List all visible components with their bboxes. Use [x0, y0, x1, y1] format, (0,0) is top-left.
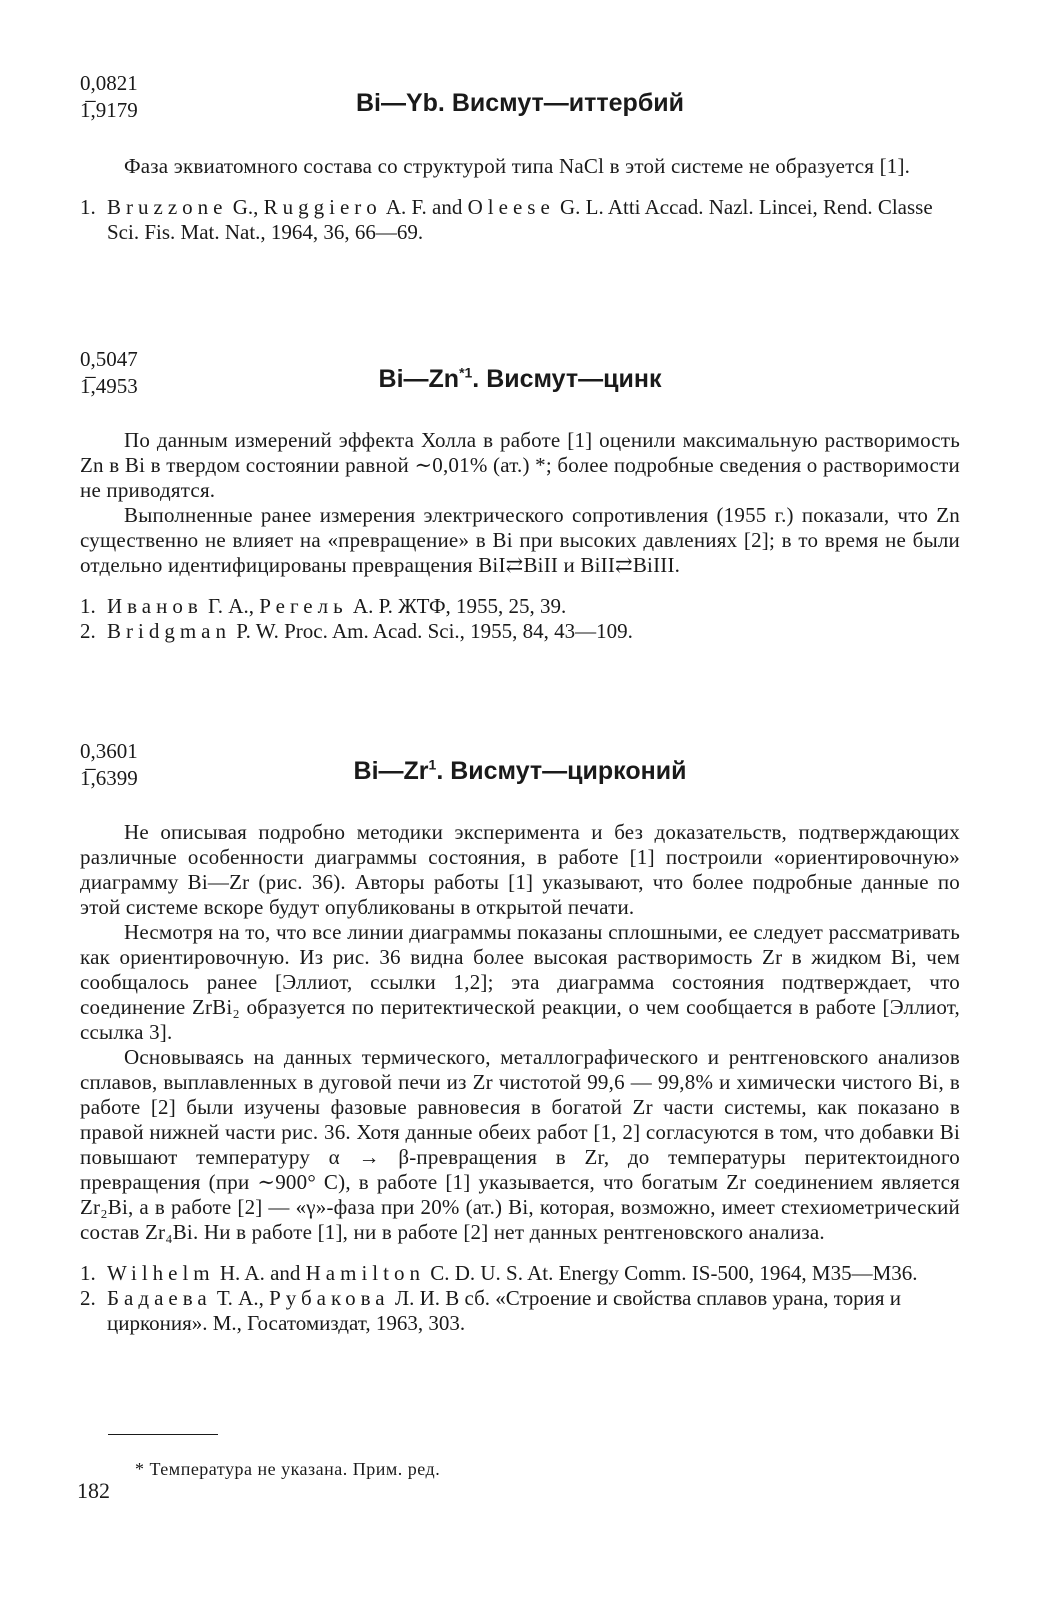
- paragraph: Не описывая подробно методики эксперимента и без доказательств, подтверждающих различные особенности диаграммы состояния, в работе [1] построили «ориентировочную» диаграмму Bi—Zr (рис. 36). Авторы работы [1] указывают, что более подробные данные по этой системе вскоре будут опубликованы в открытой печати.: [80, 820, 960, 919]
- section-header: [80, 738, 960, 808]
- section-title: [80, 364, 960, 394]
- reference-text: Т. А.,: [211, 1286, 270, 1310]
- system-formula: Bi—Zr: [353, 757, 429, 785]
- log-value: 1̅,6399: [80, 766, 138, 790]
- reference-author: Oleese: [467, 195, 555, 219]
- reference-number: 1.: [80, 1261, 96, 1285]
- title-footnote-mark: 1: [428, 756, 437, 773]
- reference-number: 2.: [80, 1286, 96, 1310]
- references-list: [80, 1261, 960, 1336]
- reference-text: А. Р. ЖТФ, 1955, 25, 39.: [347, 594, 567, 618]
- section-bi-zr: [80, 738, 960, 1336]
- references-list: [80, 195, 960, 245]
- reference-item: [80, 594, 960, 619]
- reference-number: 1.: [80, 195, 96, 219]
- paragraph: Фаза эквиатомного состава со структурой типа NaCl в этой системе не образуется [1].: [124, 154, 911, 178]
- fraction-value: 0,5047: [80, 347, 138, 371]
- reference-author: Hamilton: [305, 1261, 425, 1285]
- reference-number: 1.: [80, 594, 96, 618]
- paragraph: Несмотря на то, что все линии диаграммы показаны сплошными, ее следует рассматривать как ориентировочную. Из рис. 36 видна более высокая растворимость Zr в жидком Bi, чем сообщалось ранее [Эллиот, ссылки 1,2]; эта диаграмма состояния подтверждает, что соединение ZrBi₂ образуется по перитектической реакции, о чем сообщается в работе [Эллиот, ссылка 3].: [80, 920, 960, 1044]
- reference-item: [80, 1286, 960, 1336]
- title-footnote-mark: *1: [459, 364, 473, 381]
- reference-number: 2.: [80, 619, 96, 643]
- reference-text: A. F. and: [381, 195, 468, 219]
- section-header: [80, 346, 960, 416]
- footnote-divider: [108, 1434, 218, 1435]
- reference-author: Bridgman: [107, 619, 231, 643]
- system-formula: Bi—Yb.: [355, 89, 445, 117]
- section-header: [80, 70, 960, 140]
- fraction-value: 0,3601: [80, 739, 138, 763]
- reference-author: Bruzzone: [107, 195, 228, 219]
- footnote: * Температура не указана. Прим. ред.: [135, 1459, 441, 1479]
- reference-item: [80, 619, 960, 644]
- reference-author: Ruggiero: [263, 195, 382, 219]
- reference-author: Регель: [259, 594, 348, 618]
- system-formula: Bi—Zn: [378, 365, 460, 393]
- reference-author: Иванов: [107, 594, 203, 618]
- paragraph: По данным измерений эффекта Холла в работе [1] оценили максимальную растворимость Zn в Bi в твердом состоянии равной ∼0,01% (ат.) *; более подробные сведения о растворимости не приводятся.: [80, 428, 960, 502]
- reference-text: Л. И. В сб. «Строение и свойства сплавов урана, тория и циркония». М., Госатомиздат, 1963, 303.: [107, 1286, 902, 1335]
- reference-item: [80, 1261, 960, 1286]
- page-number: 182: [77, 1478, 110, 1503]
- reference-text: H. A. and: [214, 1261, 306, 1285]
- reference-text: P. W. Proc. Am. Acad. Sci., 1955, 84, 43—109.: [231, 619, 633, 643]
- log-value: 1̅,9179: [80, 98, 138, 122]
- system-name: . Висмут—цирконий: [436, 757, 687, 785]
- reference-author: Рубакова: [269, 1286, 390, 1310]
- section-title: [80, 756, 960, 786]
- fraction-value: 0,0821: [80, 71, 138, 95]
- reference-text: G. L. Atti Accad. Nazl. Lincei, Rend. Classe Sci. Fis. Mat. Nat., 1964, 36, 66—69.: [107, 195, 933, 244]
- reference-text: C. D. U. S. At. Energy Comm. IS-500, 1964, M35—M36.: [424, 1261, 918, 1285]
- log-value: 1̅,4953: [80, 374, 138, 398]
- reference-author: Бадаева: [107, 1286, 212, 1310]
- reference-item: [80, 195, 960, 245]
- section-bi-yb: [80, 70, 960, 245]
- system-name: Висмут—иттербий: [451, 89, 684, 117]
- paragraph: Выполненные ранее измерения электрического сопротивления (1955 г.) показали, что Zn существенно не влияет на «превращение» в Bi при высоких давлениях [2]; в то время не были отдельно идентифицированы превращения BiI⇄BiII и BiII⇄BiIII.: [80, 503, 960, 577]
- references-list: [80, 594, 960, 644]
- system-name: . Висмут—цинк: [472, 365, 662, 393]
- paragraph: Основываясь на данных термического, металлографического и рентгеновского анализов сплавов, выплавленных в дуговой печи из Zr чистотой 99,6 — 99,8% и химически чистого Bi, в работе [2] были изучены фазовые равновесия в богатой Zr части системы, как показано в правой нижней части рис. 36. Хотя данные обеих работ [1, 2] согласуются в том, что добавки Bi повышают температуру α → β-превращения в Zr, до температуры перитектоидного превращения (при ∼900° С), в работе [1] указывается, что богатым Zr соединением является Zr₂Bi, а в работе [2] — «γ»-фаза при 20% (ат.) Bi, которая, возможно, имеет стехиометрический состав Zr₄Bi. Ни в работе [1], ни в работе [2] нет данных рентгеновского анализа.: [80, 1045, 960, 1244]
- section-title: [80, 88, 960, 118]
- section-bi-zn: [80, 346, 960, 644]
- reference-text: Г. А.,: [202, 594, 260, 618]
- reference-text: G.,: [227, 195, 264, 219]
- reference-author: Wilhelm: [107, 1261, 215, 1285]
